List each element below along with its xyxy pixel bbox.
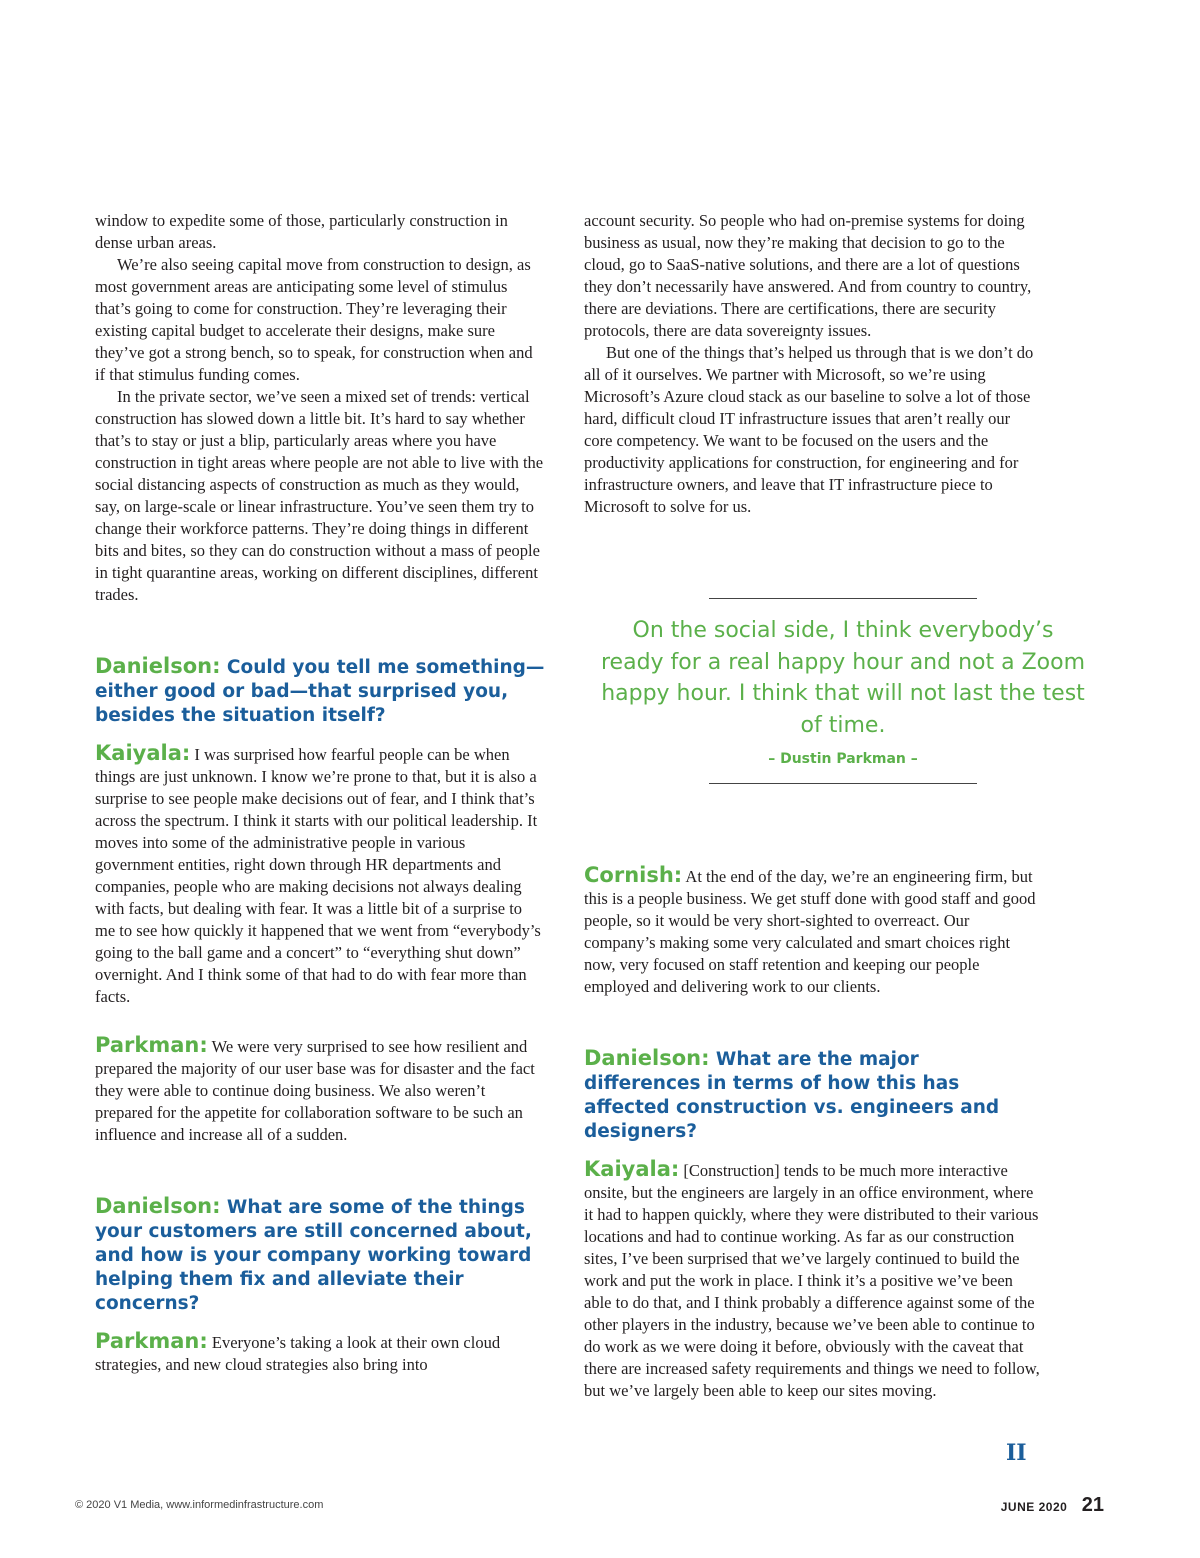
speaker-name: Danielson: <box>95 1194 221 1218</box>
speaker-name: Kaiyala: <box>584 1157 680 1181</box>
interview-answer <box>584 864 1040 998</box>
end-of-article-mark: II <box>1006 1440 1027 1466</box>
paragraph: But one of the things that’s helped us through that is we don’t do all of it ourselves. We partner with Microsoft, so we’re using Microsoft’s Azure cloud stack as our baseline to solve a lot of those hard, difficult cloud IT infrastructure issues that aren’t really our core competency. We want to be focused on the users and the productivity applications for construction, for engineering and for infrastructure owners, and leave that IT infrastructure piece to Microsoft to solve for us. <box>584 343 1034 516</box>
question-text: What are some of the things your customers are still concerned about, and how is your company working toward helping them fix and alleviate their concerns? <box>95 1197 532 1314</box>
left-column <box>95 210 545 1376</box>
speaker-name: Parkman: <box>95 1329 208 1353</box>
interview-answer <box>95 742 545 1008</box>
interview-question <box>95 1194 545 1316</box>
footer-page-info <box>1001 1494 1104 1517</box>
footer-copyright: © 2020 V1 Media, www.informedinfrastructure.com <box>75 1499 324 1511</box>
paragraph: In the private sector, we’ve seen a mixed set of trends: vertical construction has slowed down a little bit. It’s hard to say whether that’s to stay or just a blip, particularly areas where you have construction in tight areas where people are not able to live with the social distancing aspects of construction as much as they would, say, on large-scale or linear infrastructure. You’ve seen them try to change their workforce patterns. They’re doing things in different bits and bites, so they can do construction without a mass of people in tight quarantine areas, working on different disciplines, different trades. <box>95 387 544 604</box>
divider <box>709 598 977 599</box>
pull-quote-text: On the social side, I think everybody’s ready for a real happy hour and not a Zoom happy hour. I think that will not last the test of time. <box>600 618 1085 738</box>
speaker-name: Cornish: <box>584 863 683 887</box>
question-text: What are the major differences in terms of how this has affected construction vs. engineers and designers? <box>584 1049 1000 1142</box>
interview-answer <box>584 1158 1040 1402</box>
answer-text: We were very surprised to see how resilient and prepared the majority of our user base was for disaster and the fact they were able to continue doing business. We also weren’t prepared for the appetite for collaboration software to be such an influence and increase all of a sudden. <box>95 1037 535 1144</box>
answer-text: At the end of the day, we’re an engineering firm, but this is a people business. We get stuff done with good staff and good people, so it would be very short-sighted to overreact. Our company’s making some very calculated and smart choices right now, very focused on staff retention and keeping our people employed and delivering work to our clients. <box>584 867 1036 996</box>
divider <box>709 783 977 784</box>
question-text: Could you tell me something—either good or bad—that surprised you, besides the situation itself? <box>95 657 545 726</box>
speaker-name: Kaiyala: <box>95 741 191 765</box>
right-column <box>584 210 1040 518</box>
paragraph: window to expedite some of those, particularly construction in dense urban areas. <box>95 211 508 252</box>
answer-text: Everyone’s taking a look at their own cloud strategies, and new cloud strategies also bring into <box>95 1333 501 1374</box>
interview-answer <box>95 1034 545 1146</box>
footer-month: JUNE 2020 <box>1000 1500 1068 1514</box>
answer-text: [Construction] tends to be much more interactive onsite, but the engineers are largely in an office environment, where it had to happen quickly, where they were distributed to their various locations and had to continue working. As far as our construction sites, I’ve been surprised that we’ve largely continued to build the work and put the work in place. I think it’s a positive we’ve been able to do that, and I think probably a difference against some of the other players in the industry, because we’ve been able to continue to do work as we were doing it before, obviously with the caveat that there are increased safety requirements and things we need to follow, but we’ve largely been able to keep our sites moving. <box>584 1161 1040 1400</box>
interview-question <box>95 654 545 728</box>
paragraph: We’re also seeing capital move from construction to design, as most government areas are anticipating some level of stimulus that’s going to come for construction. They’re leveraging their existing capital budget to accelerate their designs, make sure they’ve got a strong bench, so to speak, for construction when and if that stimulus funding comes. <box>95 255 533 384</box>
answer-text: I was surprised how fearful people can be when things are just unknown. I know we’re prone to that, but it is also a surprise to see people make decisions out of fear, and I think that’s across the spectrum. I think it starts with our political leadership. It moves into some of the administrative people in various government entities, right down through HR departments and companies, people who are making decisions not always dealing with facts, but dealing with fear. It was a little bit of a surprise to me to see how quickly it happened that we went from “everybody’s going to the ball game and a concert” to “everything shut down” overnight. And I think some of that had to do with fear more than facts. <box>95 745 541 1006</box>
interview-question <box>584 1046 1040 1144</box>
interview-answer <box>95 1330 545 1376</box>
pull-quote <box>600 598 1086 784</box>
paragraph: account security. So people who had on-premise systems for doing business as usual, now they’re making that decision to go to the cloud, go to SaaS-native solutions, and there are a lot of questions they don’t necessarily have answered. And from country to country, there are deviations. There are certifications, there are security protocols, there are data sovereignty issues. <box>584 211 1032 340</box>
speaker-name: Danielson: <box>584 1046 710 1070</box>
speaker-name: Parkman: <box>95 1033 208 1057</box>
right-column-lower <box>584 864 1040 1402</box>
speaker-name: Danielson: <box>95 654 221 678</box>
page-number: 21 <box>1081 1494 1104 1516</box>
pull-quote-attribution: – Dustin Parkman – <box>768 751 918 767</box>
